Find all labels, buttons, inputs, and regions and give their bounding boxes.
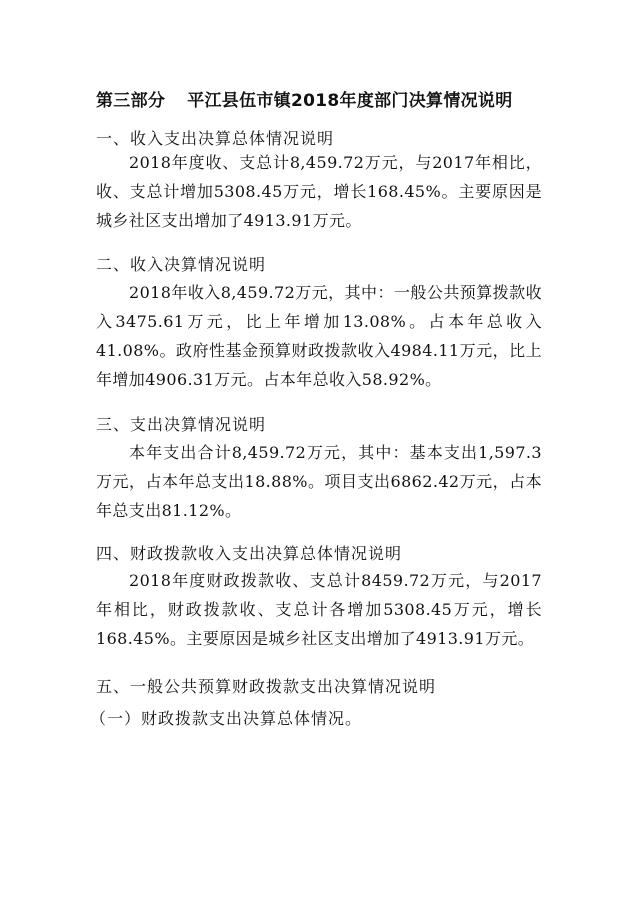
section-heading-5: 五、一般公共预算财政拨款支出决算情况说明 <box>96 677 437 696</box>
subsection-heading-1: （一）财政拨款支出决算总体情况。 <box>90 709 363 728</box>
section-body-2: 2018年收入8,459.72万元，其中：一般公共预算拨款收入3475.61万元，比上年增加13.08%。占本年总收入41.08%。政府性基金预算财政拨款收入4984.11万元，比上年增加4906.31万元。占本年总收入58.92%。 <box>96 283 542 389</box>
section-heading-3: 三、支出决算情况说明 <box>96 415 267 434</box>
section-heading-4: 四、财政拨款收入支出决算总体情况说明 <box>96 544 403 563</box>
section-body-1: 2018年度收、支总计8,459.72万元，与2017年相比，收、支总计增加5308.45万元，增长168.45%。主要原因是城乡社区支出增加了4913.91万元。 <box>96 153 542 230</box>
title-part: 第三部分 <box>96 91 166 111</box>
document-title <box>96 86 513 111</box>
section-body-4: 2018年度财政拨款收、支总计8459.72万元，与2017年相比，财政拨款收、支总计各增加5308.45万元，增长168.45%。主要原因是城乡社区支出增加了4913.91万元。 <box>96 571 542 648</box>
section-heading-2: 二、收入决算情况说明 <box>96 255 267 274</box>
section-body-3: 本年支出合计8,459.72万元，其中：基本支出1,597.3万元，占本年总支出18.88%。项目支出6862.42万元，占本年总支出81.12%。 <box>96 443 542 520</box>
section-heading-1: 一、收入支出决算总体情况说明 <box>96 129 335 148</box>
title-name: 平江县伍市镇2018年度部门决算情况说明 <box>187 91 513 111</box>
